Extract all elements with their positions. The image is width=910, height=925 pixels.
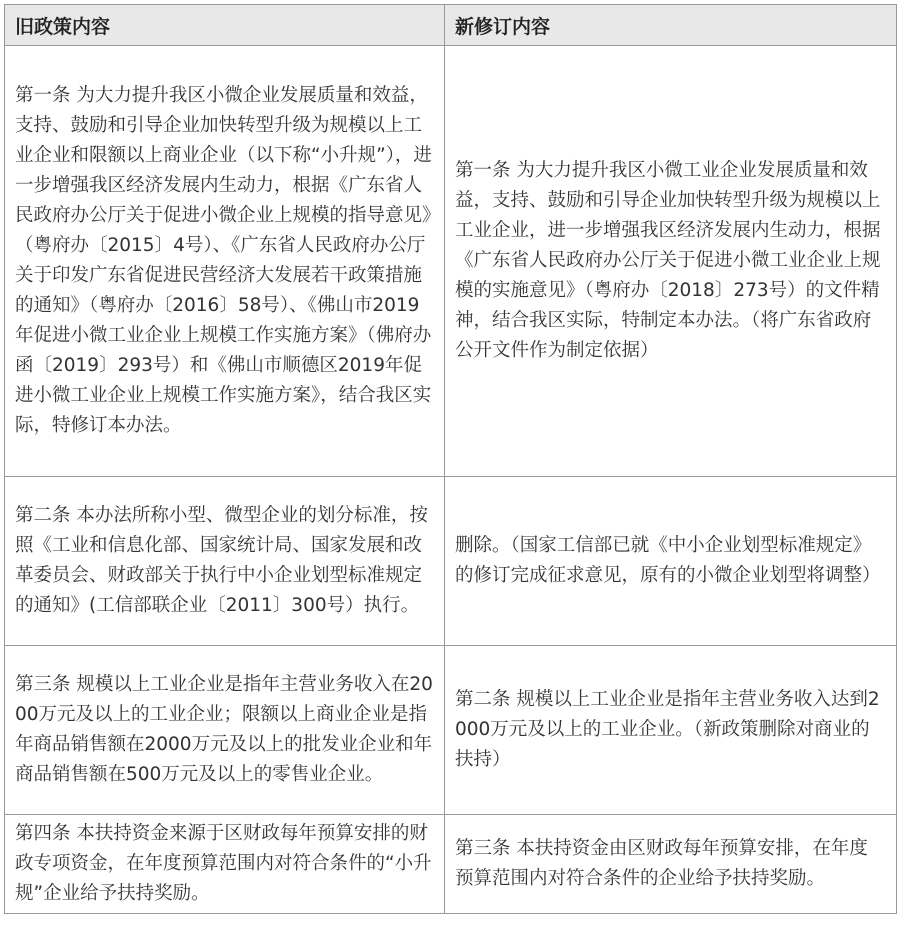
- old-policy-cell: 第二条 本办法所称小型、微型企业的划分标准，按照《工业和信息化部、国家统计局、国家发展和改革委员会、财政部关于执行中小企业划型标准规定的通知》(工信部联企业〔2011〕300号）执行。: [5, 477, 445, 646]
- table-header-row: [5, 5, 897, 46]
- policy-comparison-table: [4, 4, 897, 914]
- old-policy-cell: 第四条 本扶持资金来源于区财政每年预算安排的财政专项资金，在年度预算范围内对符合条件的“小升规”企业给予扶持奖励。: [5, 815, 445, 914]
- new-policy-cell: 第三条 本扶持资金由区财政每年预算安排，在年度预算范围内对符合条件的企业给予扶持奖励。: [445, 815, 897, 914]
- old-policy-cell: 第三条 规模以上工业企业是指年主营业务收入在2000万元及以上的工业企业；限额以上商业企业是指年商品销售额在2000万元及以上的批发业企业和年商品销售额在500万元及以上的零售业企业。: [5, 646, 445, 815]
- table-row: [5, 477, 897, 646]
- table-row: [5, 46, 897, 477]
- new-policy-cell: 第二条 规模以上工业企业是指年主营业务收入达到2000万元及以上的工业企业。（新政策删除对商业的扶持）: [445, 646, 897, 815]
- table-row: [5, 646, 897, 815]
- new-policy-cell: 第一条 为大力提升我区小微工业企业发展质量和效益，支持、鼓励和引导企业加快转型升级为规模以上工业企业，进一步增强我区经济发展内生动力，根据《广东省人民政府办公厅关于促进小微工业企业上规模的实施意见》（粤府办〔2018〕273号）的文件精神，结合我区实际，特制定本办法。（将广东省政府公开文件作为制定依据）: [445, 46, 897, 477]
- table-row: [5, 815, 897, 914]
- header-new-revision: 新修订内容: [445, 5, 897, 46]
- old-policy-cell: 第一条 为大力提升我区小微企业发展质量和效益，支持、鼓励和引导企业加快转型升级为规模以上工业企业和限额以上商业企业（以下称“小升规”），进一步增强我区经济发展内生动力，根据《广东省人民政府办公厅关于促进小微企业上规模的指导意见》（粤府办〔2015〕4号）、《广东省人民政府办公厅关于印发广东省促进民营经济大发展若干政策措施的通知》（粤府办〔2016〕58号）、《佛山市2019年促进小微工业企业上规模工作实施方案》（佛府办函〔2019〕293号）和《佛山市顺德区2019年促进小微工业企业上规模工作实施方案》，结合我区实际，特修订本办法。: [5, 46, 445, 477]
- new-policy-cell: 删除。（国家工信部已就《中小企业划型标准规定》的修订完成征求意见，原有的小微企业划型将调整）: [445, 477, 897, 646]
- header-old-policy: 旧政策内容: [5, 5, 445, 46]
